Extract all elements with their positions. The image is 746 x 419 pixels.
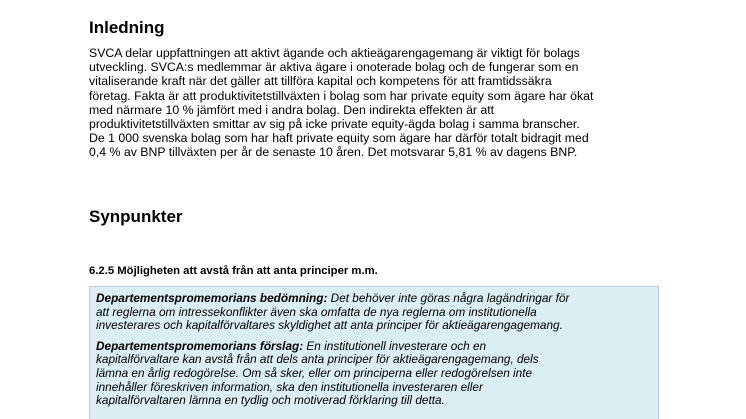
intro-heading: Inledning xyxy=(89,18,165,37)
assessment-paragraph xyxy=(96,292,652,333)
assessment-first-line xyxy=(96,292,652,306)
assessment-line: Det behöver inte göras några lagändringar för xyxy=(327,291,570,305)
section-heading: 6.2.5 Möjligheten att avstå från att anta principer m.m. xyxy=(89,265,378,277)
intro-line: företag. Fakta är att produktivitetstillväxten i bolag som har private equity som ägare har ökat xyxy=(89,88,594,103)
memorandum-box xyxy=(89,286,659,419)
intro-line: SVCA delar uppfattningen att aktivt ägande och aktieägarengagemang är viktigt för bolags xyxy=(89,46,580,60)
intro-line: produktivitetstillväxten smittar av sig på icke private equity-ägda bolag i samma branscher. xyxy=(89,117,580,132)
proposal-line: innehåller föreskriven information, ska den institutionella investeraren eller xyxy=(96,379,483,394)
assessment-line: att reglerna om intressekonflikter även ska omfatta de nya reglerna om institutionella xyxy=(96,304,537,319)
proposal-paragraph xyxy=(96,340,652,408)
assessment-label: Departementspromemorians bedömning: xyxy=(96,291,328,305)
proposal-line: kapitalförvaltare kan avstå från att dels anta principer för aktieägarengagemang, dels xyxy=(96,352,539,367)
assessment-line: investerares och kapitalförvaltares skyldighet att anta principer för aktieägarengagemang. xyxy=(96,318,563,333)
proposal-line: kapitalförvaltaren lämna en tydlig och motiverad förklaring till detta. xyxy=(96,393,445,408)
views-heading: Synpunkter xyxy=(89,207,183,226)
proposal-first-line xyxy=(96,340,652,354)
intro-paragraph xyxy=(89,46,669,160)
intro-line: De 1 000 svenska bolag som har haft private equity som ägare har därför totalt bidragit med xyxy=(89,131,589,146)
intro-line: med närmare 10 % jämfört med i andra bolag. Den indirekta effekten är att xyxy=(89,102,495,117)
intro-line: 0,4 % av BNP tillväxten per år de senaste 10 åren. Det motsvarar 5,81 % av dagens BNP. xyxy=(89,145,578,160)
proposal-line: lämna en årlig redogörelse. Om så sker, eller om principerna eller redogörelsen inte xyxy=(96,365,533,380)
proposal-label: Departementspromemorians förslag: xyxy=(96,338,304,353)
intro-line: utveckling. SVCA:s medlemmar är aktiva ägare i onoterade bolag och de fungerar som en xyxy=(89,60,579,75)
intro-line: vitaliserande kraft när det gäller att tillföra kapital och kompetens för att framtidssäkra xyxy=(89,74,552,89)
proposal-line: En institutionell investerare och en xyxy=(303,338,487,353)
